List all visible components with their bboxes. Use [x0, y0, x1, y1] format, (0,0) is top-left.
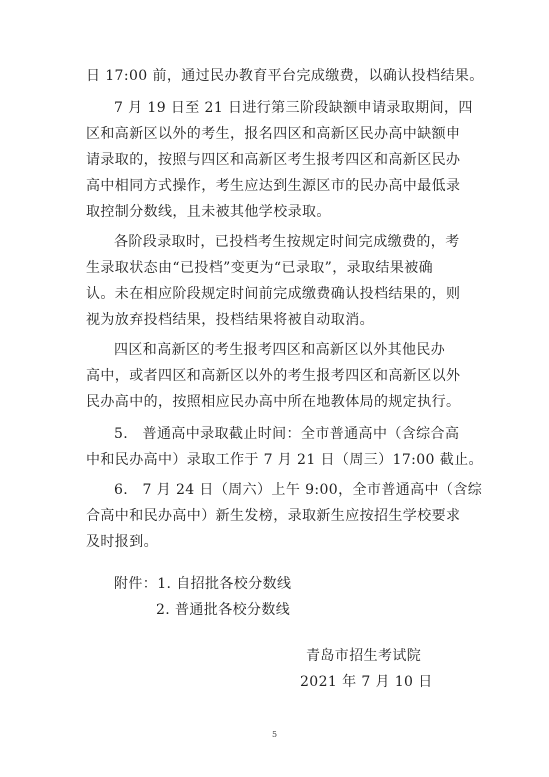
paragraph-line: 取控制分数线，且未被其他学校录取。 [86, 204, 331, 220]
paragraph-line: 区和高新区以外的考生，报名四区和高新区民办高中缺额申 [86, 126, 461, 142]
paragraph-line: 及时报到。 [86, 534, 158, 550]
paragraph-line: 合高中和民办高中）新生发榜，录取新生应按招生学校要求 [86, 508, 461, 524]
paragraph-line: 5. 普通高中录取截止时间：全市普通高中（含综合高 [114, 426, 460, 442]
paragraph-line: 6. 7 月 24 日（周六）上午 9:00，全市普通高中（含综 [114, 482, 483, 498]
attachment-line: 附件：1. 自招批各校分数线 [114, 576, 292, 592]
paragraph-line: 四区和高新区的考生报考四区和高新区以外其他民办 [114, 342, 446, 358]
paragraph-line: 高中，或者四区和高新区以外的考生报考四区和高新区以外 [86, 368, 461, 384]
paragraph-line: 认。未在相应阶段规定时间前完成缴费确认投档结果的，则 [86, 286, 461, 302]
paragraph-line: 生录取状态由“已投档”变更为“已录取”，录取结果被确 [86, 260, 434, 276]
issue-date: 2021 年 7 月 10 日 [300, 674, 433, 690]
paragraph-line: 中和民办高中）录取工作于 7 月 21 日（周三）17:00 截止。 [86, 452, 483, 468]
attachment-line: 2. 普通批各校分数线 [156, 602, 291, 618]
paragraph-line: 请录取的，按照与四区和高新区考生报考四区和高新区民办 [86, 152, 461, 168]
paragraph-line: 民办高中的，按照相应民办高中所在地教体局的规定执行。 [86, 394, 461, 410]
paragraph-line: 视为放弃投档结果，投档结果将被自动取消。 [86, 312, 374, 328]
issuer-name: 青岛市招生考试院 [306, 648, 422, 664]
paragraph-line: 7 月 19 日至 21 日进行第三阶段缺额申请录取期间，四 [114, 100, 473, 116]
paragraph-line: 高中相同方式操作，考生应达到生源区市的民办高中最低录 [86, 178, 461, 194]
paragraph-line: 各阶段录取时，已投档考生按规定时间完成缴费的，考 [114, 234, 460, 250]
paragraph-line: 日 17:00 前，通过民办教育平台完成缴费，以确认投档结果。 [86, 68, 484, 84]
page-number: 5 [271, 730, 278, 739]
